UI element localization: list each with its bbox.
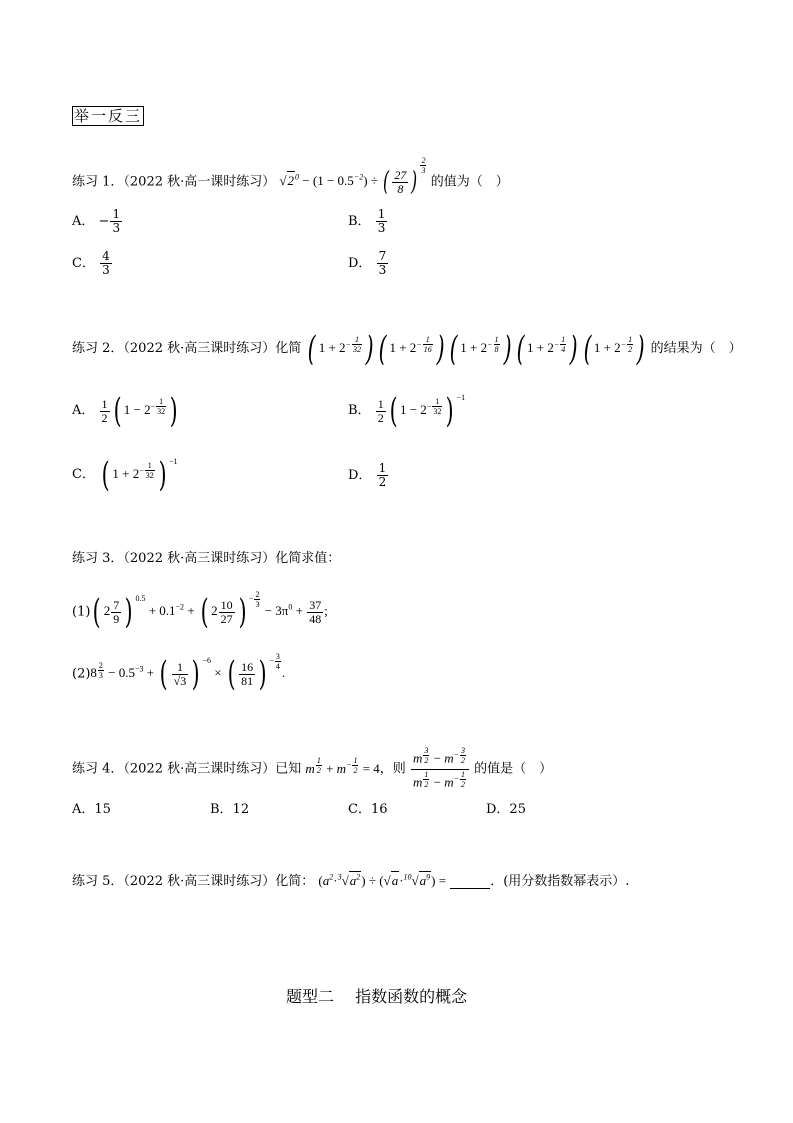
option-label: A． xyxy=(72,402,95,418)
exercise-5-label: 练习 5． xyxy=(72,874,124,889)
exercise-4-expression: m $^{\frac{3}{2}}$ − $m^{- \frac{3}{2}}$ m $^{\frac{1}{2}}$ − $m^{- \frac{1}{2}}$ xyxy=(411,746,469,792)
option-label: C． xyxy=(72,466,95,482)
exercise-2-question xyxy=(72,329,742,369)
exercise-2-lead: 化简 xyxy=(275,340,302,356)
option-label: A． xyxy=(72,214,95,229)
exercise-5-tail: ．(用分数指数幂表示）. xyxy=(490,874,630,889)
option-denominator: 3 xyxy=(378,263,387,277)
exponent-denominator: 4 xyxy=(561,345,566,355)
exercise-3-part-1 xyxy=(72,590,328,633)
option-label: D． xyxy=(348,256,372,271)
exercise-2-label: 练习 2． xyxy=(72,340,124,356)
exercise-2-option-c[interactable]: C． ( $1 + 2^{- \frac{1}{32}}$ ) $^{-1}$ xyxy=(72,455,178,495)
section-title: 题型二 指数函数的概念 xyxy=(286,987,468,1006)
exercise-5-question xyxy=(72,871,629,891)
exercise-3-lead: 化简求值： xyxy=(275,551,341,566)
option-label: C． xyxy=(72,256,95,271)
exercise-4-option-b[interactable]: B．12 xyxy=(210,802,250,817)
exercise-4-tail: 的值是（ ） xyxy=(474,761,553,777)
exponent-denominator: 2 xyxy=(628,345,633,355)
option-numerator: 1 xyxy=(112,207,121,221)
exercise-4-question xyxy=(72,746,552,792)
option-denominator: 3 xyxy=(102,263,110,277)
exponent-denominator: 32 xyxy=(352,345,361,355)
exercise-1-formula: $√2^0 - (1 - 0.5^{-2})$ ÷ ( $\frac{27}{8}$ ) $^{\frac{2}{3}}$ xyxy=(279,156,426,198)
exercise-2-option-a[interactable]: A． $\frac{1}{2}$ ( $1 - 2^{- \frac{1}{32}}$ ) xyxy=(72,391,178,431)
exercise-4-mid: ，则 xyxy=(379,761,406,777)
exercise-4-option-a[interactable]: A．15 xyxy=(72,802,111,817)
part-2-formula: 8 $^{\frac{2}{3}}$ − $0.5^{-3}$ + ( $\frac{1}{√3}$ ) $^{-6}$ × ( $\frac{16}{81}$ ) $^{- \frac{3}{4}}$ . xyxy=(90,652,286,695)
exercise-3-part-2 xyxy=(72,652,286,695)
exercise-4-option-c[interactable]: C．16 xyxy=(348,802,388,817)
exercise-4-source: （2022 秋·高三课时练习） xyxy=(123,761,276,777)
exercise-2-formula: ( $1 + 2^{- \frac{1}{32}}$ ) ( $1 + 2^{- \frac{1}{16}}$ ) ( $1 + 2^{- \frac{1}{8}}$ ) ( $1 + 2^{- \frac{1}{4}}$ ) ( $1 + 2^{- \frac{1}{2}}$ ) xyxy=(308,329,645,369)
exercise-2-option-d[interactable]: D． $\frac{1}{2}$ xyxy=(348,461,387,489)
exercise-3-source: （2022 秋·高三课时练习） xyxy=(123,551,276,566)
section-header xyxy=(72,106,144,126)
section-header-text: 举一反三 xyxy=(74,107,143,125)
option-label: D． xyxy=(348,468,372,483)
part-label: (2) xyxy=(72,666,91,682)
option-denominator: 3 xyxy=(112,221,121,235)
exercise-1-option-c[interactable] xyxy=(72,250,113,277)
exercise-4-option-d[interactable]: D．25 xyxy=(486,802,526,817)
part-label: (1) xyxy=(72,604,91,620)
exercise-3-question xyxy=(72,550,340,568)
exercise-5-source: （2022 秋·高三课时练习） xyxy=(123,874,276,889)
option-denominator: 3 xyxy=(377,221,386,235)
exercise-2-tail: 的结果为（ ） xyxy=(650,340,742,356)
exercise-4-label: 练习 4． xyxy=(72,761,124,777)
exercise-1-option-a[interactable] xyxy=(72,208,123,235)
exercise-4-lead: 已知 xyxy=(275,761,302,777)
exponent-denominator: 8 xyxy=(494,345,499,355)
exercise-1-question xyxy=(72,156,509,196)
option-numerator: 1 xyxy=(377,207,386,221)
exercise-1-label: 练习 1． xyxy=(72,174,124,190)
exponent-denominator: 16 xyxy=(423,345,432,355)
exercise-4-condition: m $^{\frac{1}{2}}$ + $m^{- \frac{1}{2}}$ = 4 xyxy=(305,756,380,776)
exercise-2-option-b[interactable]: B． $\frac{1}{2}$ ( $1 - 2^{- \frac{1}{32}}$ ) $^{-1}$ xyxy=(348,391,466,431)
exercise-5-lead: 化简： xyxy=(275,874,315,889)
exercise-1-option-d[interactable] xyxy=(348,250,389,277)
option-label: B． xyxy=(348,214,371,229)
exercise-2-source: （2022 秋·高三课时练习） xyxy=(123,340,276,356)
part-1-formula: ( 2 $\frac{7}{9}$ ) $^{0.5} + 0.1^{-2}$ + ( 2 $\frac{10}{27}$ ) $^{- \frac{2}{3}}$ − $3\pi^0$ + $\frac{37}{48}$ ; xyxy=(93,590,328,633)
option-numerator: 4 xyxy=(102,249,110,263)
option-sign: − xyxy=(98,214,110,229)
option-label: B． xyxy=(348,402,371,418)
exercise-1-source: （2022 秋·高一课时练习） xyxy=(123,174,276,190)
exercise-1-tail: 的值为（ ） xyxy=(430,174,509,190)
exercise-5-formula: $(a^2\cdot^3√a^2) \div (√a\cdot^{10}√a^9)$ = xyxy=(318,872,447,888)
exercise-3-label: 练习 3． xyxy=(72,551,124,566)
option-numerator: 7 xyxy=(378,249,387,263)
exercise-1-option-b[interactable] xyxy=(348,208,388,235)
answer-blank[interactable] xyxy=(450,874,490,889)
